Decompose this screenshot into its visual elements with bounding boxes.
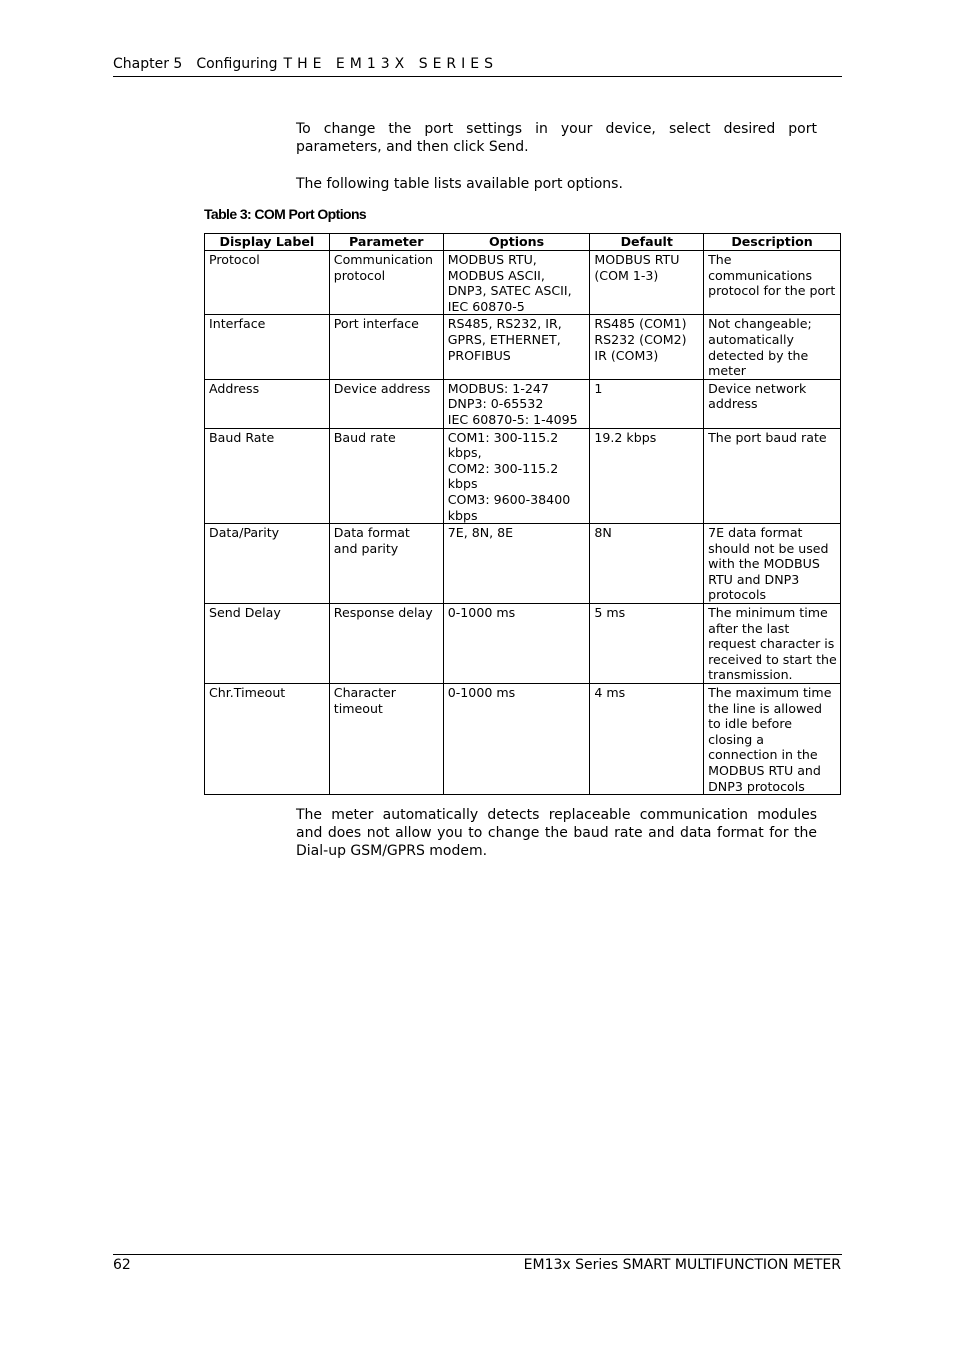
table-row (205, 428, 841, 524)
cell-description: Not changeable; automatically detected by the meter (704, 315, 841, 379)
table-row (205, 684, 841, 795)
cell-description: The port baud rate (704, 428, 841, 524)
chapter-title: Configuring (196, 56, 278, 72)
cell-description: The maximum time the line is allowed to idle before closing a connection in the MODBUS RTU and DNP3 protocols (704, 684, 841, 795)
series-title: THE EM13X SERIES (283, 56, 499, 72)
cell-display-label: Interface (205, 315, 330, 379)
cell-default: RS485 (COM1) RS232 (COM2) IR (COM3) (590, 315, 704, 379)
cell-parameter: Character timeout (329, 684, 443, 795)
chapter-heading (113, 56, 498, 72)
table-row (205, 315, 841, 379)
table-row (205, 604, 841, 684)
cell-default: 4 ms (590, 684, 704, 795)
table-header-row (205, 234, 841, 251)
cell-parameter: Device address (329, 379, 443, 428)
cell-display-label: Address (205, 379, 330, 428)
cell-default: MODBUS RTU (COM 1-3) (590, 251, 704, 315)
cell-options: MODBUS: 1-247 DNP3: 0-65532 IEC 60870-5: 1-4095 (443, 379, 590, 428)
table-caption: Table 3: COM Port Options (204, 206, 367, 222)
cell-options: 7E, 8N, 8E (443, 524, 590, 604)
cell-parameter: Response delay (329, 604, 443, 684)
cell-default: 8N (590, 524, 704, 604)
page-number: 62 (113, 1257, 131, 1273)
cell-display-label: Send Delay (205, 604, 330, 684)
intro-paragraph: To change the port settings in your device, select desired port parameters, and then click Send. (296, 121, 817, 155)
cell-default: 19.2 kbps (590, 428, 704, 524)
column-header-display-label: Display Label (205, 234, 330, 251)
cell-display-label: Chr.Timeout (205, 684, 330, 795)
page-header (113, 56, 842, 77)
page-footer (113, 1254, 842, 1273)
table-row (205, 524, 841, 604)
document-title: EM13x Series SMART MULTIFUNCTION METER (523, 1257, 841, 1273)
chapter-number: Chapter 5 (113, 56, 183, 72)
table-intro-paragraph: The following table lists available port options. (296, 176, 623, 192)
modem-note-paragraph: The meter automatically detects replaceable communication modules and does not allow you to change the baud rate and data format for the Dial-up GSM/GPRS modem. (296, 807, 817, 859)
cell-display-label: Baud Rate (205, 428, 330, 524)
cell-description: Device network address (704, 379, 841, 428)
cell-default: 1 (590, 379, 704, 428)
cell-options: COM1: 300-115.2 kbps, COM2: 300-115.2 kbps COM3: 9600-38400 kbps (443, 428, 590, 524)
cell-parameter: Data format and parity (329, 524, 443, 604)
cell-options: 0-1000 ms (443, 684, 590, 795)
cell-display-label: Protocol (205, 251, 330, 315)
cell-options: MODBUS RTU, MODBUS ASCII, DNP3, SATEC ASCII, IEC 60870-5 (443, 251, 590, 315)
column-header-default: Default (590, 234, 704, 251)
column-header-parameter: Parameter (329, 234, 443, 251)
cell-parameter: Baud rate (329, 428, 443, 524)
cell-default: 5 ms (590, 604, 704, 684)
cell-display-label: Data/Parity (205, 524, 330, 604)
table-row (205, 379, 841, 428)
cell-description: The communications protocol for the port (704, 251, 841, 315)
com-port-options-table (204, 233, 841, 795)
column-header-options: Options (443, 234, 590, 251)
cell-parameter: Port interface (329, 315, 443, 379)
cell-parameter: Communication protocol (329, 251, 443, 315)
cell-options: 0-1000 ms (443, 604, 590, 684)
table-row (205, 251, 841, 315)
cell-description: 7E data format should not be used with the MODBUS RTU and DNP3 protocols (704, 524, 841, 604)
cell-options: RS485, RS232, IR, GPRS, ETHERNET, PROFIBUS (443, 315, 590, 379)
column-header-description: Description (704, 234, 841, 251)
cell-description: The minimum time after the last request character is received to start the transmission. (704, 604, 841, 684)
